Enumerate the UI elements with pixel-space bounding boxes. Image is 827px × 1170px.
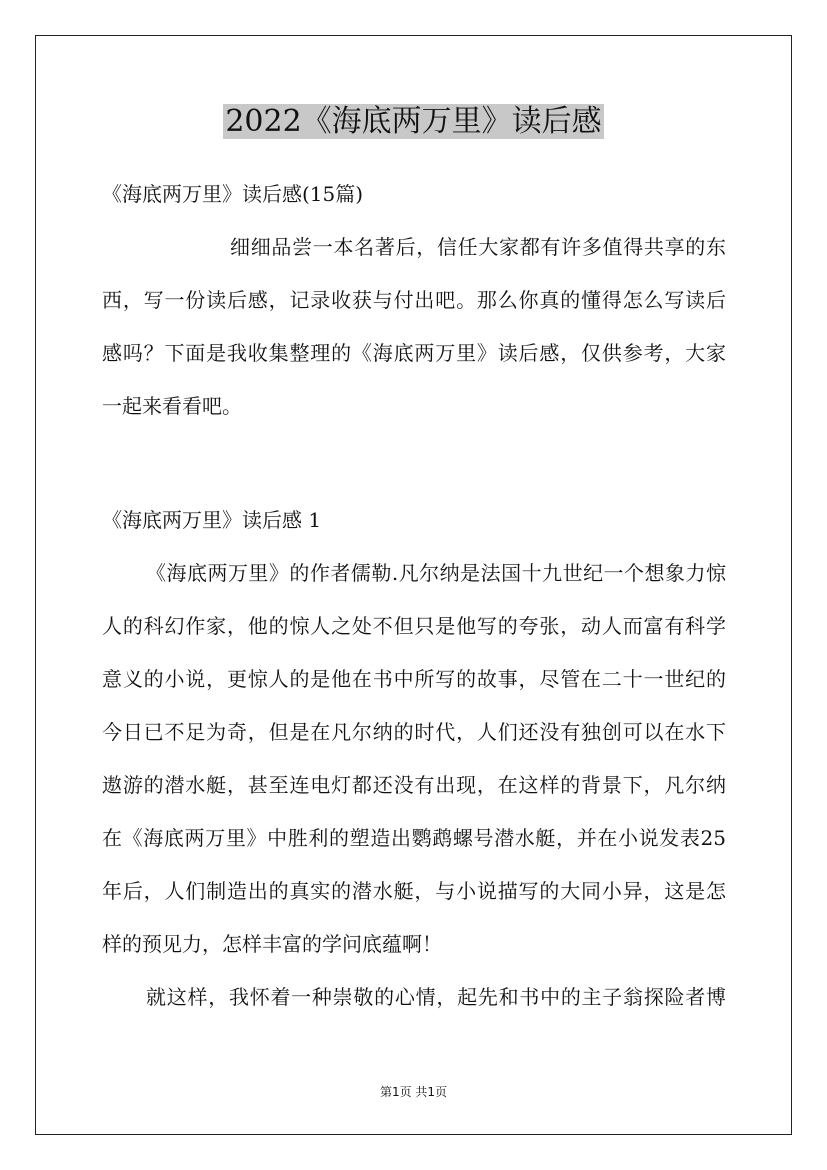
body-line: 样的预见力，怎样丰富的学问底蕴啊！ (102, 932, 442, 956)
intro-line: 感吗？下面是我收集整理的《海底两万里》读后感，仅供参考，大家 (102, 341, 726, 365)
intro-line: 细细品尝一本名著后，信任大家都有许多值得共享的东 (230, 235, 726, 259)
document-title-text: 2022《海底两万里》读后感 (225, 104, 602, 139)
document-subtitle: 《海底两万里》读后感(15篇) (102, 182, 364, 206)
body-line: 《海底两万里》的作者儒勒.凡尔纳是法国十九世纪一个想象力惊 (146, 561, 726, 585)
page-number-footer: 第1页 共1页 (379, 1085, 448, 1099)
body-line: 人的科幻作家，他的惊人之处不但只是他写的夸张，动人而富有科学 (102, 614, 726, 638)
body-line: 就这样，我怀着一种崇敬的心情，起先和书中的主子翁探险者博 (146, 985, 726, 1009)
body-line: 在《海底两万里》中胜利的塑造出鹦鹉螺号潜水艇，并在小说发表25 (102, 826, 726, 850)
section-heading: 《海底两万里》读后感 1 (102, 508, 322, 532)
intro-line: 西，写一份读后感，记录收获与付出吧。那么你真的懂得怎么写读后 (102, 288, 726, 312)
document-title (0, 100, 827, 144)
body-line: 今日已不足为奇，但是在凡尔纳的时代，人们还没有独创可以在水下 (102, 720, 726, 744)
body-line: 遨游的潜水艇，甚至连电灯都还没有出现，在这样的背景下，凡尔纳 (102, 773, 726, 797)
intro-line: 一起来看看吧。 (102, 394, 242, 418)
body-line: 意义的小说，更惊人的是他在书中所写的故事，尽管在二十一世纪的 (102, 667, 726, 691)
body-line: 年后，人们制造出的真实的潜水艇，与小说描写的大同小异，这是怎 (102, 879, 726, 903)
